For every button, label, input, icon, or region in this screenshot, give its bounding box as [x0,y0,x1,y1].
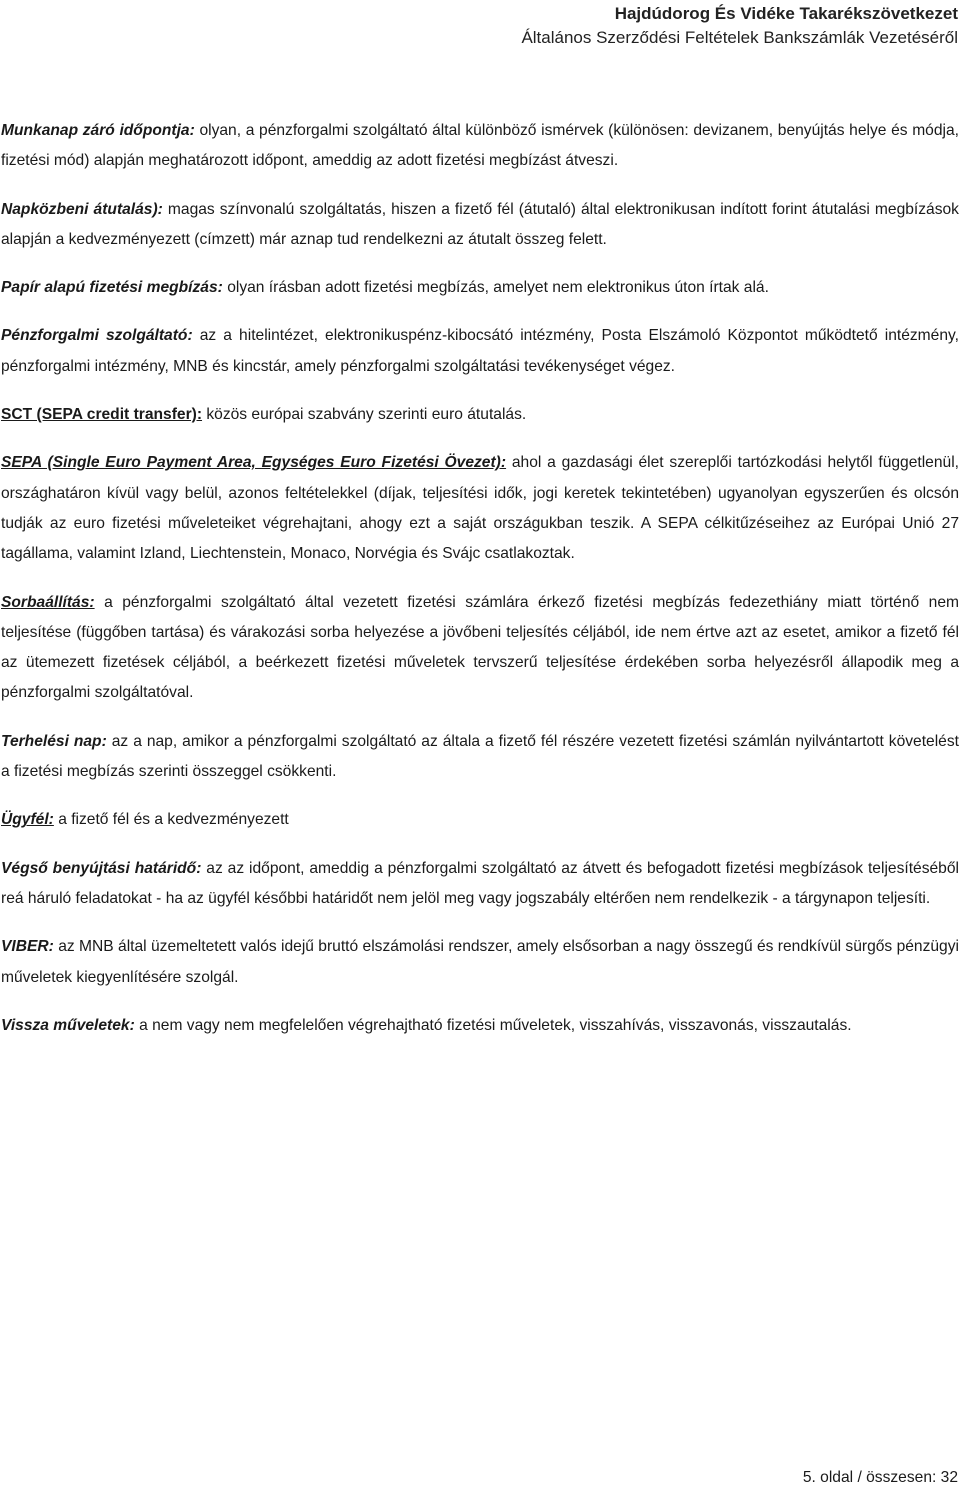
document-title: Általános Szerződési Feltételek Bankszámlák Vezetéséről [521,28,958,47]
definition-text: a fizető fél és a kedvezményezett [53,811,289,829]
definition-entry [1,195,959,256]
definition-term: SEPA (Single Euro Payment Area, Egységes Euro Fizetési Övezet): [1,454,507,472]
definition-entry [1,321,959,382]
definition-term: Pénzforgalmi szolgáltató: [1,327,193,345]
definition-term: Végső benyújtási határidő: [1,859,202,877]
definition-text: magas színvonalú szolgáltatás, hiszen a fizető fél (átutaló) által elektronikusan indított forint átutalási megbízások alapján a kedvezményezett (címzett) már aznap tud rendelkezni az átutalt összeg felett. [1,200,959,248]
definition-term: Sorbaállítás: [1,593,95,611]
definition-text: az MNB által üzemeltetett valós idejű bruttó elszámolási rendszer, amely elsősorban a nagy összegű és rendkívül sürgős pénzügyi műveletek kiegyenlítésére szolgál. [1,938,959,986]
organization-name: Hajdúdorog És Vidéke Takarékszövetkezet [614,4,958,23]
definition-term: VIBER: [1,938,54,956]
definition-term: Napközbeni átutalás): [1,200,163,218]
definition-text: az a nap, amikor a pénzforgalmi szolgáltató az általa a fizető fél részére vezetett fizetési számlán nyilvántartott követelést a fizetési megbízás szerinti összeggel csökkenti. [1,732,959,781]
definition-text: olyan írásban adott fizetési megbízás, amelyet nem elektronikus úton írtak alá. [222,279,769,297]
definition-entry [1,273,959,303]
definition-entry [1,1011,959,1041]
definition-entry [1,805,959,835]
definition-entry [1,932,959,993]
definition-text: olyan, a pénzforgalmi szolgáltató által különböző ismérvek (különösen: devizanem, benyújtás helye és módja, fizetési mód) alapján meghatározott időpont, ameddig az adott fizetési megbízást átveszi. [1,122,960,170]
definition-text: az az időpont, ameddig a pénzforgalmi szolgáltató az átvett és befogadott fizetési megbízások teljesítéséből reá háruló feladatokat - ha az ügyfél későbbi határidőt nem jelöl meg vagy jogszabály eltérően nem rendelkezik - a tárgynapon teljesíti. [1,859,959,907]
definition-entry [1,727,959,788]
definition-term: Papír alapú fizetési megbízás: [1,279,223,297]
definition-term: Ügyfél: [1,811,54,829]
definition-entry [1,400,959,430]
definition-entry [1,588,959,709]
definition-entry [1,448,959,569]
definition-term: Terhelési nap: [1,732,107,750]
page-header [521,2,958,50]
definition-text: ahol a gazdasági élet szereplői tartózkodási helytől függetlenül, országhatáron kívül vagy belül, azonos feltételekkel (díjak, teljesítési idők, jogi keretek tekintetében) ugyanolyan egyszerűen és olcsón tudják az euro fizetési műveleteiket végrehajtani, ahogy ezt a saját országukban teszik. A SEPA célkitűzéseihez az Európai Unió 27 tagállama, valamint Izland, Liechtenstein, Monaco, Norvégia és Svájc csatlakoztak. [1,454,959,563]
definition-text: az a hitelintézet, elektronikuspénz-kibocsátó intézmény, Posta Elszámoló Központot működtető intézmény, pénzforgalmi intézmény, MNB és kincstár, amely pénzforgalmi szolgáltatási tevékenységet végez. [1,327,959,375]
definition-term: SCT (SEPA credit transfer): [1,406,203,424]
definition-text: a nem vagy nem megfelelően végrehajtható fizetési műveletek, visszahívás, visszavonás, visszautalás. [134,1016,852,1034]
definition-text: közös európai szabvány szerinti euro átutalás. [202,406,527,424]
definition-term: Vissza műveletek: [1,1016,135,1034]
page-number: 5. oldal / összesen: 32 [802,1469,958,1486]
definition-term: Munkanap záró időpontja: [1,122,195,139]
definition-entry [1,116,959,177]
definitions-list [1,116,959,1059]
definition-text: a pénzforgalmi szolgáltató által vezetett fizetési számlára érkező fizetési megbízás fedezethiány miatt történő nem teljesítése (függőben tartása) és várakozási sorba helyezése a jövőbeni teljesítés céljából, ide nem értve azt az esetet, amikor a fizető fél az ütemezett fizetések céljából, a beérkezett fizetési műveletek tervszerű teljesítése érdekében sorba helyezésről állapodik meg a pénzforgalmi szolgáltatóval. [1,593,959,702]
definition-entry [1,854,959,915]
